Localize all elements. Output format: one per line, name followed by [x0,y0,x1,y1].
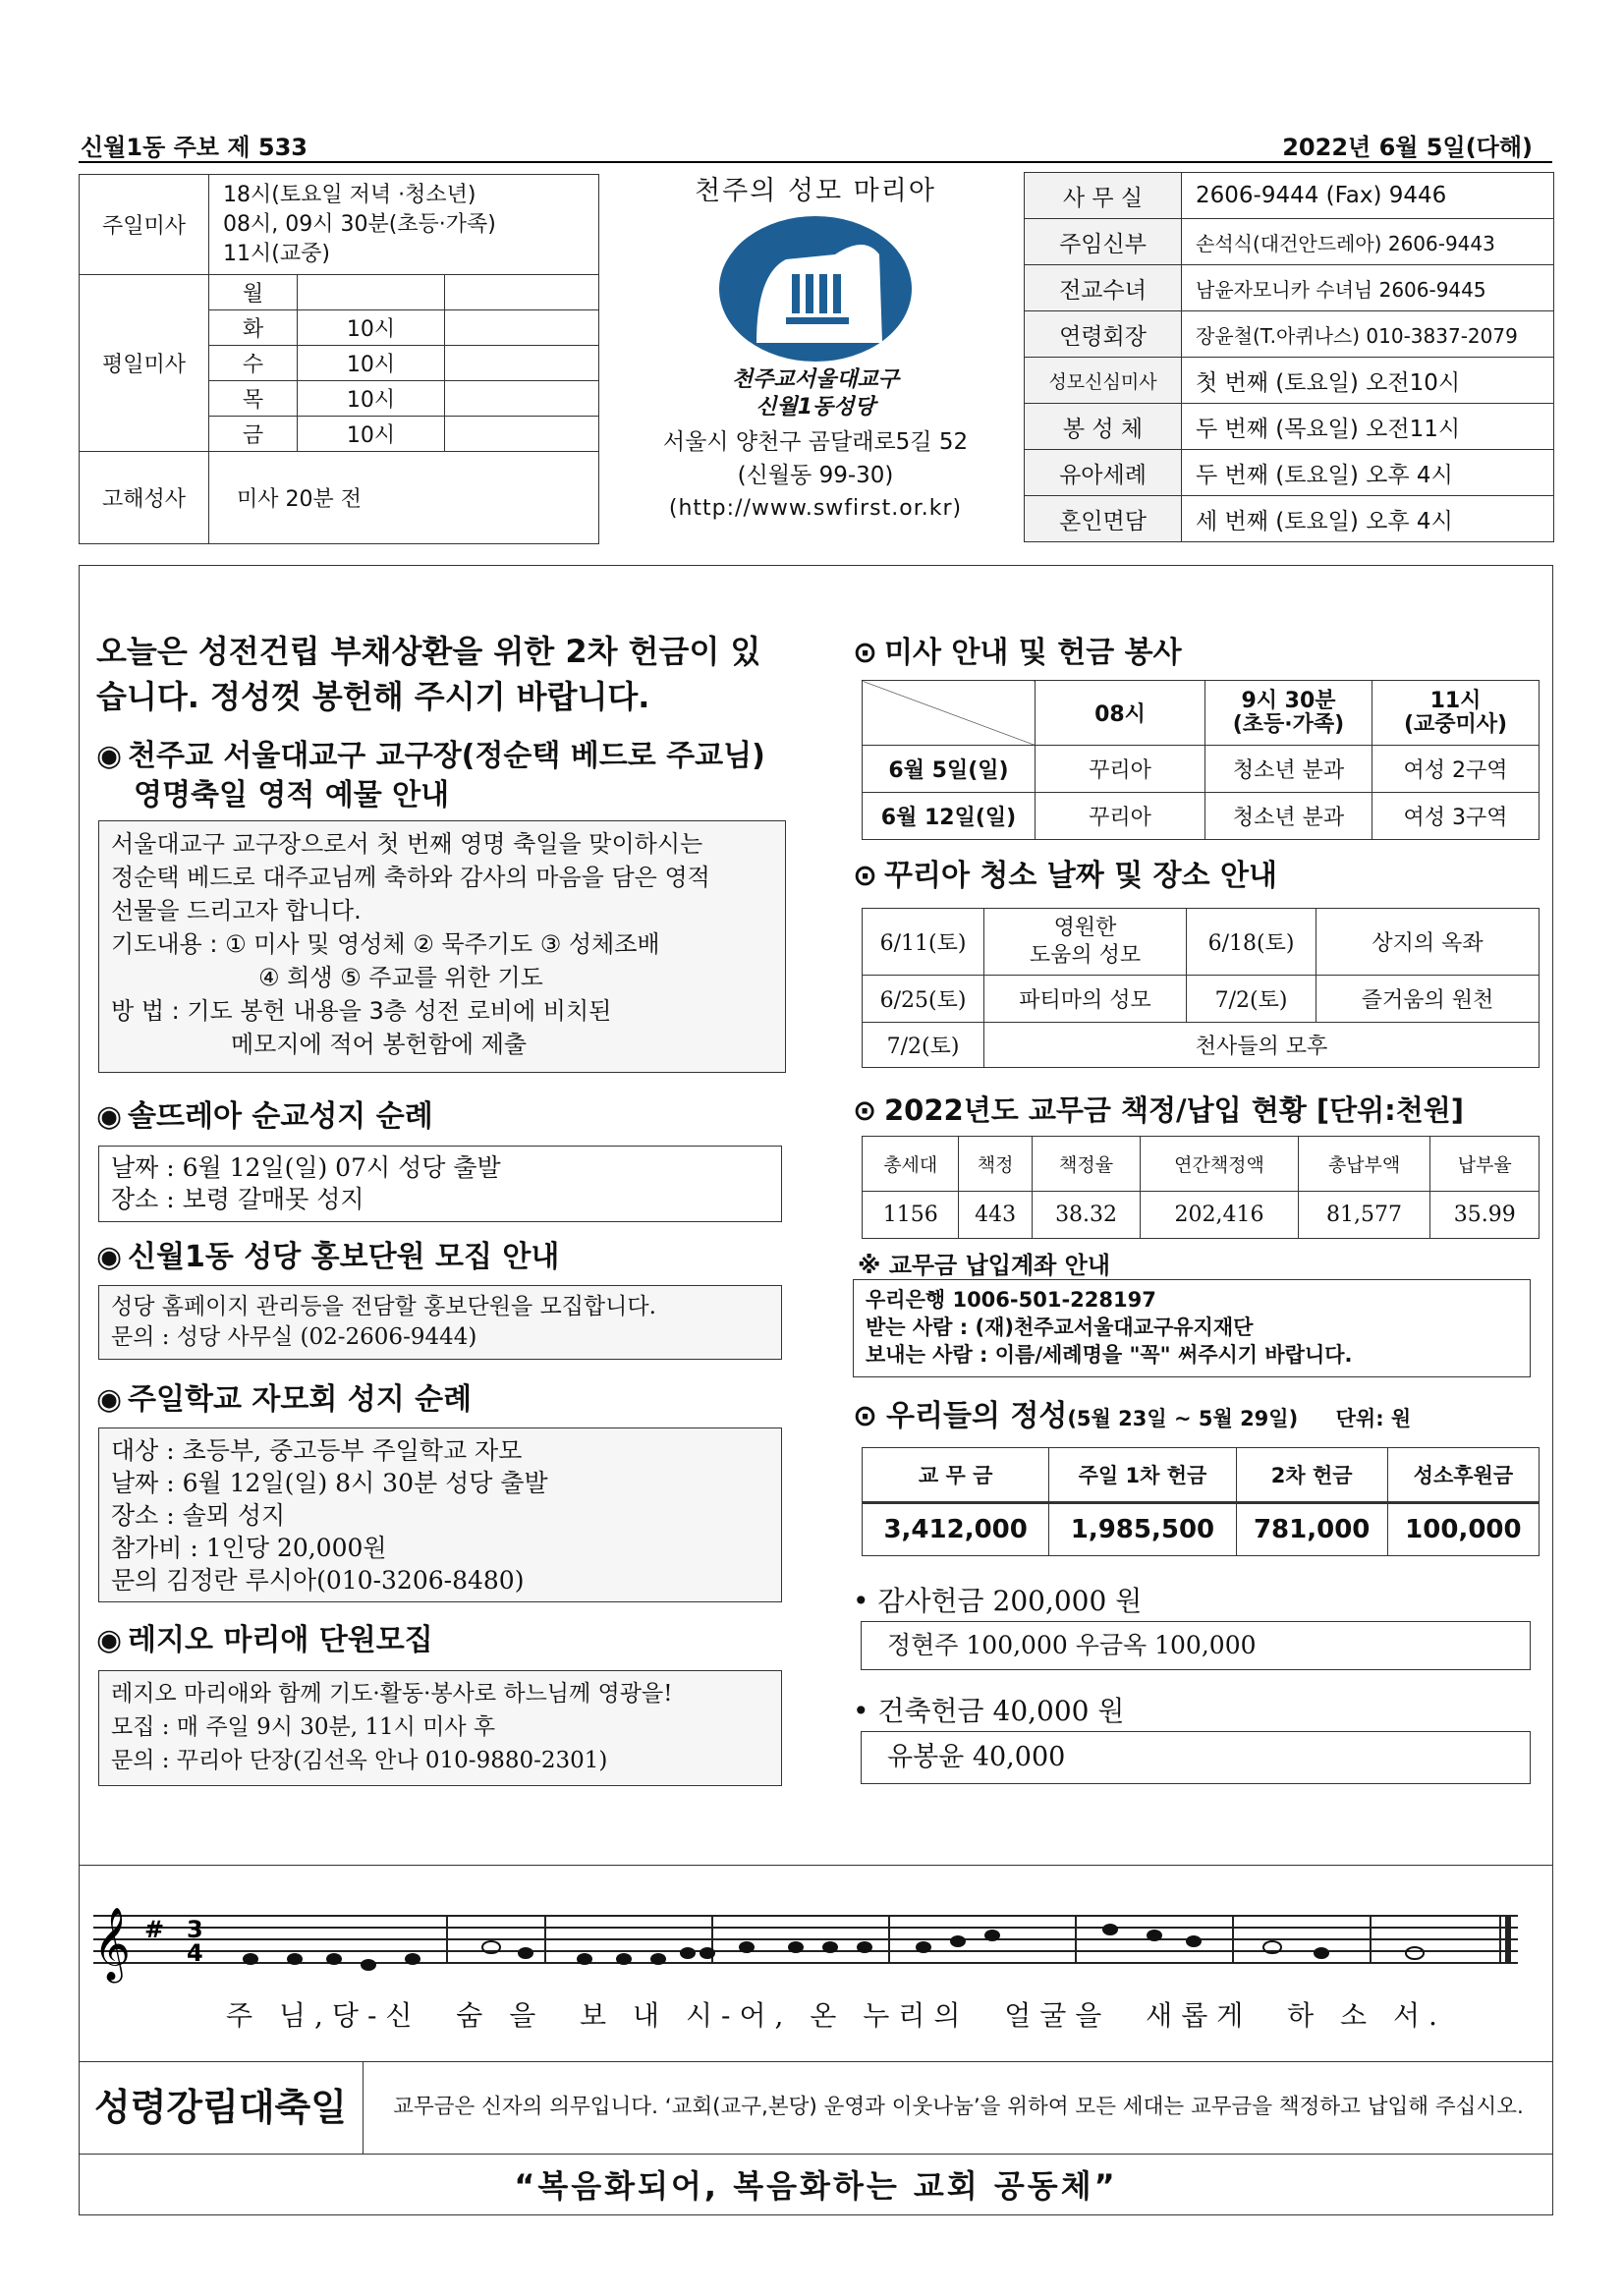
dues-col: 납부율 [1430,1137,1540,1192]
contact-label: 전교수녀 [1025,265,1182,311]
weekday-time [298,275,445,310]
target-icon: ⊙ [853,636,878,670]
service-cell: 청소년 분과 [1205,793,1372,840]
weekday-time: 10시 [298,346,445,381]
service-col: 08시 [1036,681,1205,746]
sunday-mass-label: 주일미사 [80,175,209,275]
cleaning-place: 영원한 도움의 성모 [984,909,1187,976]
contact-value: 두 번째 (토요일) 오후 4시 [1182,450,1554,496]
account-title: ※ 교무금 납입계좌 안내 [858,1252,1111,1279]
thanks-box: 정현주 100,000 우금옥 100,000 [861,1621,1531,1670]
cleaning-date: 6/11(토) [863,909,984,976]
cleaning-place: 천사들의 모후 [984,1023,1540,1068]
dues-notice: 교무금은 신자의 의무입니다. ‘교회(교구,본당) 운영과 이웃나눔’을 위하여 모든 세대는 교무금을 책정하고 납입해 주십시오. [393,2095,1524,2119]
bullet-icon: ◉ [96,1623,123,1657]
legio-box: 레지오 마리애와 함께 기도·활동·봉사로 하느님께 영광을! 모집 : 매 주일 9시 30분, 11시 미사 후 문의 : 꾸리아 단장(김선옥 안나 010-9880-2301) [98,1670,782,1786]
offering-value: 3,412,000 [863,1503,1049,1556]
contacts-table [1024,172,1554,542]
cleaning-date: 7/2(토) [1187,976,1316,1023]
gift-line: 서울대교구 교구장으로서 첫 번째 영명 축일을 맞이하시는 [111,830,703,858]
weekday-name: 수 [209,346,298,381]
sunday-school-box: 대상 : 초등부, 중고등부 주일학교 자모 날짜 : 6월 12일(일) 8시 30분 성당 출발 장소 : 솔뫼 성지 참가비 : 1인당 20,000원 문의 김정란 루시아(010-3206-8480) [98,1428,782,1602]
weekday-time: 10시 [298,381,445,417]
service-cell: 꾸리아 [1036,746,1205,793]
contact-value: 손석식(대건안드레아) 2606-9443 [1182,219,1554,265]
sunday-mass-times: 18시(토요일 저녁 ·청소년) 08시, 09시 30분(초등·가족) 11시(교중) [209,175,599,275]
dues-value: 38.32 [1032,1192,1141,1239]
music-score-icon [93,1896,1538,1994]
bullet-icon: ◉ [96,739,123,773]
target-icon: ⊙ [853,859,878,893]
dues-col: 총세대 [863,1137,959,1192]
service-col: 9시 30분 (초등·가족) [1205,681,1372,746]
feast-name: 성령강림대축일 [79,2061,364,2154]
offering-col: 교 무 금 [863,1448,1049,1503]
weekday-time: 10시 [298,417,445,452]
sunday-school-title: ◉ 주일학교 자모회 성지 순례 [96,1380,472,1420]
offering-col: 성소후원금 [1387,1448,1539,1503]
logo-text-2: 신월1동성당 [756,395,875,420]
offering-col: 2차 헌금 [1236,1448,1387,1503]
contact-value: 남윤자모니카 수녀님 2606-9445 [1182,265,1554,311]
cleaning-place: 상지의 옥좌 [1316,909,1540,976]
service-cell: 여성 2구역 [1372,746,1540,793]
service-title: ⊙ 미사 안내 및 헌금 봉사 [853,634,1182,673]
offering-table [862,1447,1540,1556]
cleaning-table [862,908,1540,1068]
dues-value: 202,416 [1141,1192,1298,1239]
dues-col: 총납부액 [1298,1137,1430,1192]
logo-text-1: 천주교서울대교구 [731,367,900,392]
target-icon: ⊙ [853,1093,877,1127]
dues-col: 책정 [959,1137,1032,1192]
legio-title: ◉ 레지오 마리애 단원모집 [96,1621,433,1660]
contact-value: 두 번째 (목요일) 오전11시 [1182,404,1554,450]
thanks-title: • 감사헌금 200,000 원 [853,1585,1143,1617]
offering-value: 1,985,500 [1049,1503,1236,1556]
cleaning-place: 파티마의 성모 [984,976,1187,1023]
bulletin-date: 2022년 6월 5일(다해) [1282,134,1533,161]
contact-label: 주임신부 [1025,219,1182,265]
contact-label: 혼인면담 [1025,496,1182,542]
gift-line: ④ 희생 ⑤ 주교를 위한 기도 [258,964,543,991]
contact-value: 세 번째 (토요일) 오후 4시 [1182,496,1554,542]
bullet-icon: ◉ [96,1382,123,1417]
confession-value: 미사 20분 전 [209,452,599,544]
diagonal-cell [863,681,1036,746]
service-cell: 꾸리아 [1036,793,1205,840]
cleaning-place: 즐거움의 원천 [1316,976,1540,1023]
pilgrimage-title: ◉ 솔뜨레아 순교성지 순례 [96,1097,433,1137]
gift-line: 선물을 드리고자 합니다. [111,897,362,924]
svg-text:𝄞: 𝄞 [93,1908,131,1981]
contact-value: 장윤철(T.아퀴나스) 010-3837-2079 [1182,311,1554,358]
service-date: 6월 5일(일) [863,746,1036,793]
cleaning-date: 6/25(토) [863,976,984,1023]
gift-line: 메모지에 적어 봉헌함에 제출 [231,1031,528,1058]
svg-text:4: 4 [187,1939,203,1967]
parish-info [609,169,1022,526]
bullet-icon: ◉ [96,1099,123,1134]
contact-value: 2606-9444 (Fax) 9446 [1182,173,1554,219]
bulletin-number: 신월1동 주보 제 533 [81,134,308,161]
weekday-extra [445,275,599,310]
weekday-name: 월 [209,275,298,310]
weekday-name: 금 [209,417,298,452]
header-rule [79,161,1552,163]
cleaning-date: 7/2(토) [863,1023,984,1068]
pilgrimage-box: 날짜 : 6월 12일(일) 07시 성당 출발 장소 : 보령 갈매못 성지 [98,1146,782,1222]
dues-col: 책정율 [1032,1137,1141,1192]
contact-label: 유아세례 [1025,450,1182,496]
building-title: • 건축헌금 40,000 원 [853,1695,1125,1727]
pr-box: 성당 홈페이지 관리등을 전담할 홍보단원을 모집합니다. 문의 : 성당 사무실 (02-2606-9444) [98,1285,782,1360]
service-cell: 여성 3구역 [1372,793,1540,840]
gift-line: 정순택 베드로 대주교님께 축하와 감사의 마음을 담은 영적 [111,864,710,891]
contact-label: 봉 성 체 [1025,404,1182,450]
dues-value: 1156 [863,1192,959,1239]
dues-value: 443 [959,1192,1032,1239]
music-lyrics: 주 님,당-신 숨 을 보 내 시-어, 온 누리의 얼굴을 새롭게 하 소 서. [226,1999,1446,2032]
contact-value: 첫 번째 (토요일) 오전10시 [1182,358,1554,404]
bullet-icon: ◉ [96,1240,123,1274]
cleaning-date: 6/18(토) [1187,909,1316,976]
gift-box [98,820,786,1073]
dues-value: 35.99 [1430,1192,1540,1239]
weekday-name: 목 [209,381,298,417]
mass-schedule-table [79,174,599,544]
parish-motto: “복음화되어, 복음화하는 교회 공동체” [514,2167,1118,2205]
parish-address-2: (신월동 99-30) [737,463,894,488]
service-date: 6월 12일(일) [863,793,1036,840]
service-col: 11시 (교중미사) [1372,681,1540,746]
gift-line: 기도내용 : ① 미사 및 영성체 ② 묵주기도 ③ 성체조배 [111,930,660,958]
building-box: 유봉윤 40,000 [861,1731,1531,1784]
parish-url[interactable]: (http://www.swfirst.or.kr) [668,496,963,521]
contact-label: 연령회장 [1025,311,1182,358]
second-collection-announcement: 오늘은 성전건립 부채상환을 위한 2차 헌금이 있습니다. 정성껏 봉헌해 주시기 바랍니다. [96,633,761,715]
offering-value: 100,000 [1387,1503,1539,1556]
cleaning-title: ⊙ 꾸리아 청소 날짜 및 장소 안내 [853,857,1277,896]
weekday-time: 10시 [298,310,445,346]
parish-patron: 천주의 성모 마리아 [695,176,936,206]
weekday-mass-label: 평일미사 [80,275,209,452]
weekday-name: 화 [209,310,298,346]
offering-col: 주일 1차 헌금 [1049,1448,1236,1503]
parish-address: 서울시 양천구 곰달래로5길 52 [662,429,969,455]
pr-title: ◉ 신월1동 성당 홍보단원 모집 안내 [96,1238,559,1277]
svg-text:3: 3 [187,1916,203,1943]
dues-table [862,1136,1540,1239]
contact-label: 성모신심미사 [1025,358,1182,404]
dues-value: 81,577 [1298,1192,1430,1239]
offering-title: ⊙ 우리들의 정성(5월 23일 ~ 5월 29일) 단위: 원 [853,1397,1411,1438]
service-cell: 청소년 분과 [1205,746,1372,793]
offering-value: 781,000 [1236,1503,1387,1556]
svg-text:#: # [144,1916,165,1943]
parish-logo-icon [717,215,914,363]
gift-line: 방 법 : 기도 봉헌 내용을 3층 성전 로비에 비치된 [111,997,612,1025]
dues-col: 연간책정액 [1141,1137,1298,1192]
contact-label: 사 무 실 [1025,173,1182,219]
confession-label: 고해성사 [80,452,209,544]
target-icon: ⊙ [853,1399,878,1433]
gift-title: ◉ 천주교 서울대교구 교구장(정순택 베드로 주교님) 영명축일 영적 예물 안내 [96,739,765,812]
service-table [862,680,1540,840]
dues-title: ⊙ 2022년도 교무금 책정/납입 현황 [단위:천원] [853,1091,1464,1130]
account-box: 우리은행 1006-501-228197 받는 사람 : (재)천주교서울대교구유지재단 보내는 사람 : 이름/세례명을 "꼭" 써주시기 바랍니다. [853,1279,1531,1377]
